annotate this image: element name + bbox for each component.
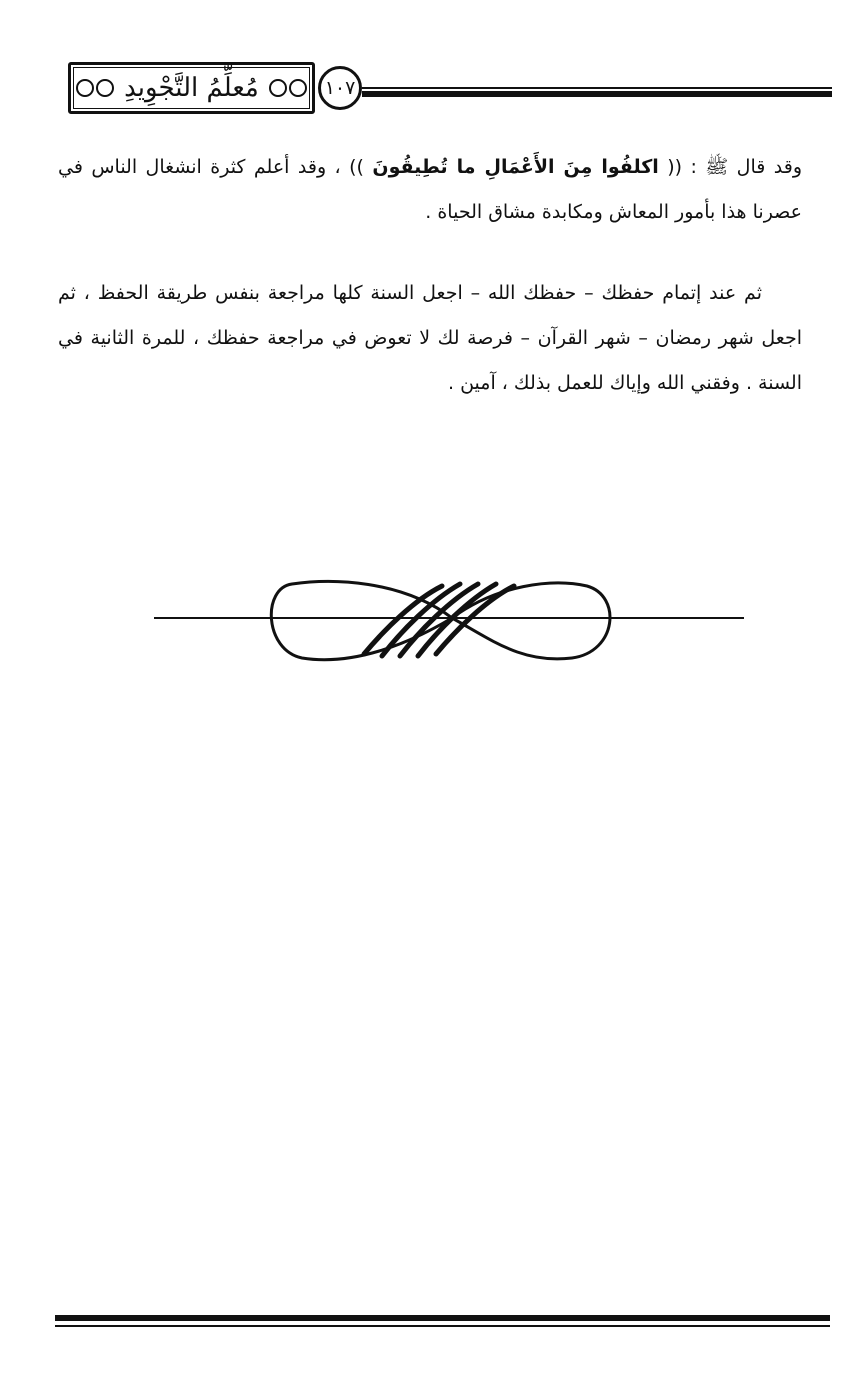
header-rule-thin-line [362, 87, 832, 89]
circle-ornament-icon [76, 79, 94, 97]
page-number: ١٠٧ [318, 66, 362, 110]
double-circle-ornament-icon [76, 79, 114, 97]
ornament-right-loop [452, 583, 610, 659]
paragraph-text-before-quote: وقد قال ﷺ : (( [667, 156, 802, 178]
page-body [58, 145, 802, 406]
page-header [0, 0, 867, 130]
hadith-quote: اكلفُوا مِنَ الأَعْمَالِ ما تُطِيقُونَ [372, 156, 659, 178]
paragraph-review [58, 271, 802, 406]
paragraph-text-after-quote: )) ، وقد أعلم كثرة انشغال الناس في عصرنا هذا بأمور المعاش ومكابدة مشاق الحياة . [58, 156, 802, 223]
running-title: مُعلِّمُ التَّجْوِيدِ [124, 73, 259, 103]
circle-ornament-icon [269, 79, 287, 97]
footer-rule [55, 1315, 830, 1331]
footer-rule-thick-line [55, 1315, 830, 1321]
calligraphic-flourish-divider-icon [152, 570, 752, 670]
header-rule-thick-line [362, 91, 832, 97]
paragraph-text: ثم عند إتمام حفظك – حفظك الله – اجعل السنة كلها مراجعة بنفس طريقة الحفظ ، ثم اجعل شهر رمضان – شهر القرآن – فرصة لك لا تعوض في مراجعة حفظك ، للمرة الثانية في السنة . وفقني الله وإياك للعمل بذلك ، آمين . [58, 282, 802, 394]
circle-ornament-icon [289, 79, 307, 97]
circle-ornament-icon [96, 79, 114, 97]
header-rule [362, 87, 832, 97]
paragraph-hadith [58, 145, 802, 235]
running-title-box [68, 62, 315, 114]
footer-rule-thin-line [55, 1325, 830, 1327]
double-circle-ornament-icon [269, 79, 307, 97]
